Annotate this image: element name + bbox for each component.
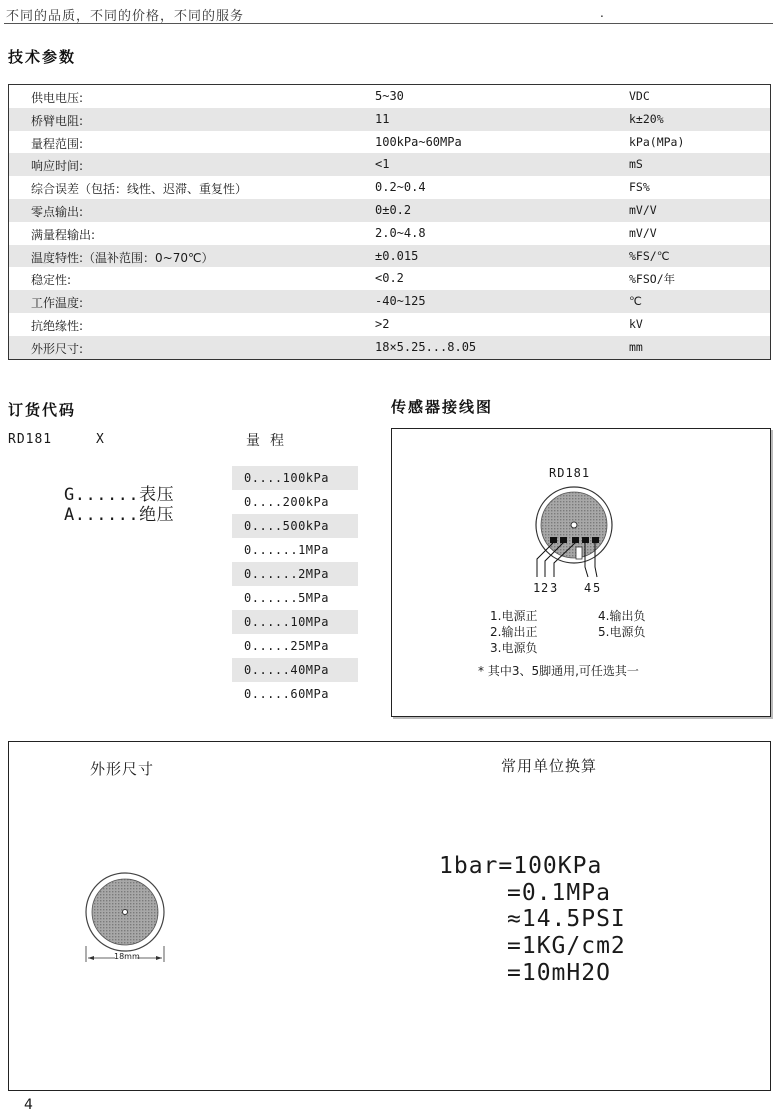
pin-desc: 2.输出正: [490, 625, 538, 639]
pin-number: 4: [584, 581, 592, 595]
spec-value: 0±0.2: [375, 202, 412, 217]
wiring-note: * 其中3、5脚通用,可任选其一: [478, 664, 639, 678]
pin-number: 2: [541, 581, 549, 595]
spec-row: [9, 336, 770, 359]
spec-row: [9, 222, 770, 245]
page-header: [4, 4, 773, 24]
spec-value: 0.2~0.4: [375, 180, 426, 195]
spec-name: 响应时间:: [31, 159, 84, 174]
conversion-line: =10mH2O: [507, 960, 611, 986]
pin-number: 5: [593, 581, 601, 595]
spec-value: ±0.015: [375, 248, 419, 263]
range-item: 0.....40MPa: [232, 658, 358, 682]
spec-row: [9, 267, 770, 290]
pressure-type-absolute: A......绝压: [64, 505, 175, 525]
spec-name: 工作温度:: [31, 296, 84, 311]
spec-row: [9, 199, 770, 222]
spec-unit: kPa(MPa): [629, 134, 685, 149]
page-number: 4: [24, 1097, 33, 1113]
pin-desc: 3.电源负: [490, 641, 538, 655]
pressure-type-gauge: G......表压: [64, 485, 175, 505]
spec-unit: ℃: [629, 294, 642, 309]
spec-name: 满量程输出:: [31, 227, 96, 242]
pin-number: 3: [550, 581, 558, 595]
range-item: 0......2MPa: [232, 562, 358, 586]
conversion-line: =0.1MPa: [507, 880, 611, 906]
pin-desc: 4.输出负: [598, 609, 646, 623]
order-model: RD181: [8, 432, 53, 447]
spec-value: 11: [375, 111, 390, 126]
wiring-diagram-box: [391, 428, 771, 717]
order-title: 订货代码: [8, 401, 77, 419]
spec-name: 量程范围:: [31, 136, 84, 151]
spec-row: [9, 153, 770, 176]
range-list: [232, 466, 358, 706]
spec-value: -40~125: [375, 294, 426, 309]
spec-name: 桥臂电阻:: [31, 113, 84, 128]
spec-unit: kV: [629, 316, 643, 331]
spec-value: 18×5.25...8.05: [375, 339, 477, 354]
spec-row: [9, 290, 770, 313]
wiring-title: 传感器接线图: [391, 398, 494, 416]
conversion-title: 常用单位换算: [501, 757, 598, 775]
range-item: 0.....10MPa: [232, 610, 358, 634]
spec-unit: mV/V: [629, 225, 657, 240]
conversion-line: ≈14.5PSI: [507, 906, 626, 932]
spec-unit: VDC: [629, 89, 650, 103]
spec-unit: k±20%: [629, 111, 664, 126]
spec-unit: %FS/℃: [629, 248, 670, 263]
dimensions-title: 外形尺寸: [90, 760, 155, 778]
spec-name: 综合误差（包括：线性、迟滞、重复性）: [31, 182, 248, 197]
spec-name: 抗绝缘性:: [31, 318, 84, 333]
range-title: 量程: [246, 433, 294, 449]
spec-unit: mS: [629, 157, 643, 172]
conversion-line: =1KG/cm2: [507, 933, 626, 959]
spec-name: 外形尺寸:: [31, 341, 84, 356]
spec-table: [8, 84, 771, 360]
range-item: 0......5MPa: [244, 591, 329, 605]
range-item: 0.....60MPa: [244, 687, 329, 701]
wiring-model: RD181: [549, 466, 591, 480]
range-item: 0....500kPa: [232, 514, 358, 538]
range-item: 0....100kPa: [232, 466, 358, 490]
spec-value: <0.2: [375, 271, 404, 286]
spec-value: 5~30: [375, 89, 404, 103]
pin-desc: 1.电源正: [490, 609, 538, 623]
conversion-line: 1bar=100KPa: [439, 853, 603, 879]
diameter-label: 18mm: [114, 952, 140, 961]
range-item: 0.....25MPa: [244, 639, 329, 653]
spec-name: 供电电压:: [31, 91, 84, 105]
pin-number: 1: [533, 581, 541, 595]
spec-row: [9, 313, 770, 336]
range-item: 0......1MPa: [244, 543, 329, 557]
specs-title: 技术参数: [8, 48, 77, 66]
spec-value: 2.0~4.8: [375, 225, 426, 240]
spec-row: [9, 108, 770, 131]
spec-unit: mm: [629, 339, 643, 354]
header-dot: .: [600, 6, 604, 20]
range-item: 0....200kPa: [244, 495, 329, 509]
spec-row: [9, 85, 770, 108]
spec-row: [9, 176, 770, 199]
spec-unit: mV/V: [629, 202, 657, 217]
spec-row: [9, 245, 770, 268]
spec-value: 100kPa~60MPa: [375, 134, 462, 149]
spec-value: >2: [375, 316, 390, 331]
order-x-mark: X: [96, 432, 104, 447]
center-hole: [571, 522, 577, 528]
spec-unit: FS%: [629, 180, 650, 195]
slogan: 不同的品质，不同的价格，不同的服务: [6, 9, 245, 24]
spec-name: 零点输出:: [31, 204, 84, 219]
spec-name: 温度特性:（温补范围：0~70℃）: [31, 250, 214, 265]
spec-row: [9, 131, 770, 154]
spec-name: 稳定性:: [31, 273, 72, 288]
bottom-box: [8, 741, 771, 1091]
pin-desc: 5.电源负: [598, 625, 646, 639]
spec-unit: %FSO/年: [629, 272, 676, 287]
spec-value: <1: [375, 157, 390, 172]
